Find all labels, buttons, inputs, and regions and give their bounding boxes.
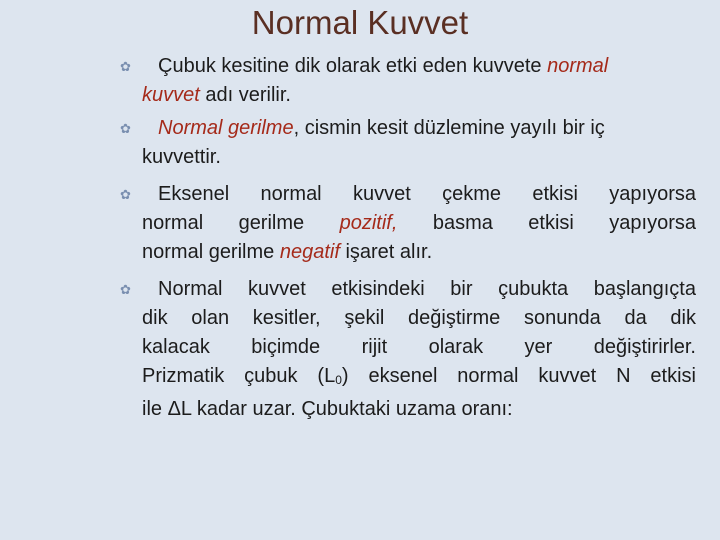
wheel-bullet-icon: ✿ (120, 187, 131, 202)
wheel-bullet-icon: ✿ (120, 59, 131, 74)
wheel-bullet-icon: ✿ (120, 282, 131, 297)
bullet-text-2: Normal gerilme, cismin kesit düzlemine yayılı bir iç kuvvettir. (142, 117, 605, 168)
slide-title: Normal Kuvvet (251, 4, 469, 41)
bullet-text-1: Çubuk kesitine dik olarak etki eden kuvvete normal kuvvet adı verilir. (142, 55, 609, 106)
bullet-text-4: Normal kuvvet etkisindeki bir çubukta başlangıçta dik olan kesitler, şekil değiştirme sonunda da dik kalacak biçimde rijit olarak yer değiştirirler. Prizmatik çubuk $(L_0)$ eksenel normal kuvvet N etkisi ile ΔL kadar uzar. Çubuktaki uzama oranı: (142, 278, 696, 420)
wheel-bullet-icon: ✿ (120, 121, 131, 136)
bullet-text-3: Eksenel normal kuvvet çekme etkisi yapıyorsa normal gerilme pozitif, basma etkisi yapıyorsa normal gerilme negatif işaret alır. (142, 183, 696, 263)
